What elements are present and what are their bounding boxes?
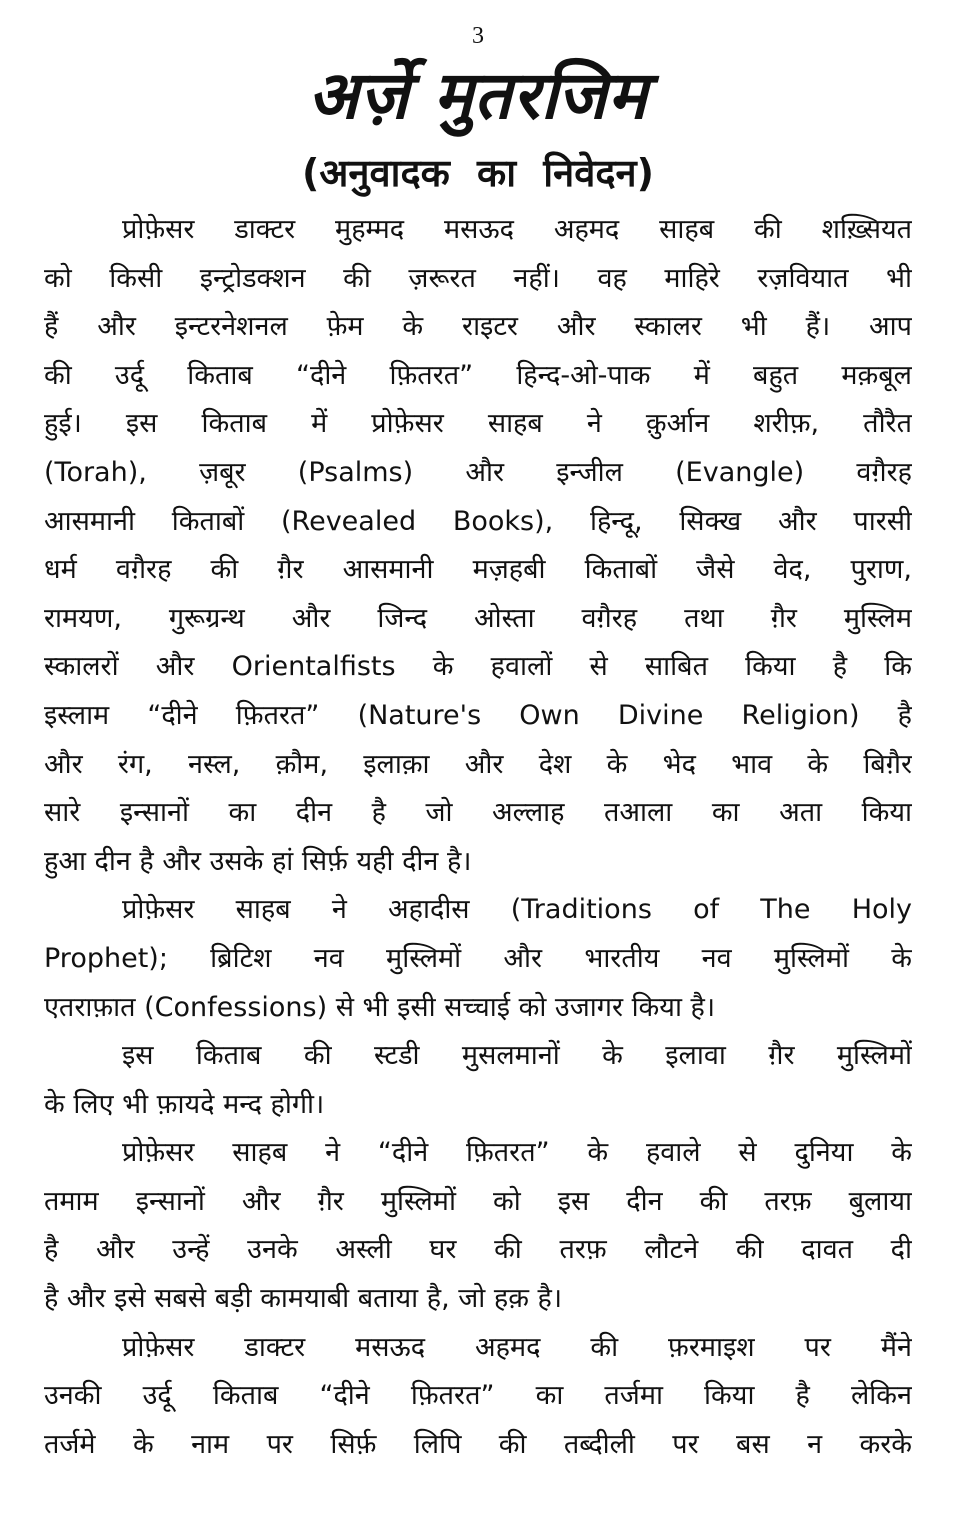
text-line: रामयण, गुरूग्रन्थ और जिन्द ओस्ता वग़ैरह तथा ग़ैर मुस्लिम (44, 602, 912, 634)
text-line: इस किताब की स्टडी मुसलमानों के इलावा ग़ैर मुस्लिमों (122, 1040, 912, 1072)
text-line: तर्जमे के नाम पर सिर्फ़ लिपि की तब्दीली पर बस न करके (44, 1428, 912, 1460)
text-line: हुआ दीन है और उसके हां सिर्फ़ यही दीन है। (44, 845, 472, 877)
text-line: प्रोफ़ेसर डाक्टर मसऊद अहमद की फ़रमाइश पर मैंने (122, 1331, 912, 1363)
text-line: को किसी इन्ट्रोडक्शन की ज़रूरत नहीं। वह माहिरे रज़वियात भी (44, 262, 912, 294)
page-title: अर्ज़े मुतरजिम (308, 57, 648, 134)
paragraph-3 (44, 1032, 912, 1129)
text-line: की उर्दू किताब “दीने फ़ितरत” हिन्द-ओ-पाक में बहुत मक़बूल (44, 359, 912, 391)
text-line: प्रोफ़ेसर साहब ने अहादीस (Traditions of The Holy (122, 894, 912, 926)
text-line: एतराफ़ात (Confessions) से भी इसी सच्चाई को उजागर किया है। (44, 991, 716, 1023)
text-line: हुई। इस किताब में प्रोफ़ेसर साहब ने क़ुर्आन शरीफ़, तौरैत (44, 408, 912, 440)
text-line: उनकी उर्दू किताब “दीने फ़ितरत” का तर्जमा किया है लेकिन (44, 1380, 912, 1412)
text-line: धर्म वग़ैरह की ग़ैर आसमानी मज़हबी किताबों जैसे वेद, पुराण, (44, 554, 912, 586)
text-line: स्कालरों और Orientalfists के हवालों से साबित किया है कि (44, 651, 912, 683)
text-line: है और उन्हें उनके अस्ली घर की तरफ़ लौटने की दावत दी (44, 1234, 912, 1266)
text-line: प्रोफ़ेसर साहब ने “दीने फ़ितरत” के हवाले से दुनिया के (122, 1137, 912, 1169)
paragraph-4 (44, 1129, 912, 1323)
text-line: सारे इन्सानों का दीन है जो अल्लाह तआला का अता किया (44, 797, 912, 829)
text-line: (Torah), ज़बूर (Psalms) और इन्जील (Evangle) वग़ैरह (44, 456, 912, 488)
page-number: 3 (472, 23, 484, 49)
paragraph-2 (44, 886, 912, 1032)
text-line: आसमानी किताबों (Revealed Books), हिन्दू, सिक्ख और पारसी (44, 505, 912, 537)
text-line: और रंग, नस्ल, क़ौम, इलाक़ा और देश के भेद भाव के बिग़ैर (44, 748, 912, 780)
text-line: Prophet); ब्रिटिश नव मुस्लिमों और भारतीय नव मुस्लिमों के (44, 942, 912, 974)
paragraph-1 (44, 206, 912, 886)
text-line: है और इसे सबसे बड़ी कामयाबी बताया है, जो हक़ है। (44, 1283, 563, 1315)
text-line: के लिए भी फ़ायदे मन्द होगी। (44, 1088, 325, 1120)
text-line: इस्लाम “दीने फ़ितरत” (Nature's Own Divine Religion) है (44, 699, 912, 731)
body-text (44, 206, 912, 1469)
paragraph-5 (44, 1324, 912, 1470)
text-line: हैं और इन्टरनेशनल फ़ेम के राइटर और स्कालर भी हैं। आप (44, 311, 912, 343)
text-line: प्रोफ़ेसर डाक्टर मुहम्मद मसऊद अहमद साहब की शख़्सियत (122, 214, 912, 245)
page-subtitle: (अनुवादक का निवेदन) (301, 151, 654, 195)
text-line: तमाम इन्सानों और ग़ैर मुस्लिमों को इस दीन की तरफ़ बुलाया (44, 1185, 912, 1217)
